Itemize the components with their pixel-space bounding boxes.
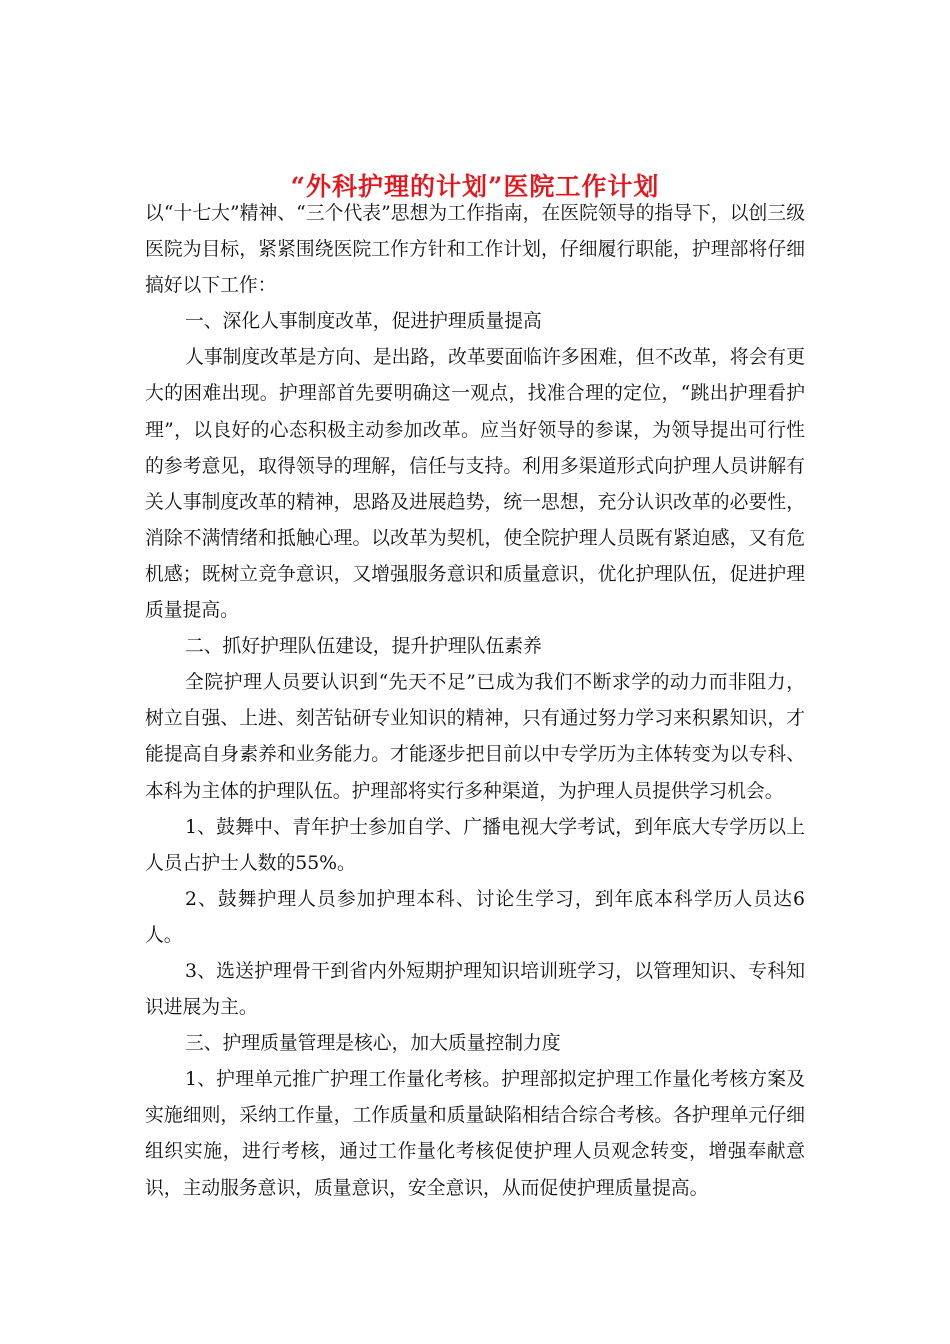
- document-paragraph: 以“十七大”精神、“三个代表”思想为工作指南，在医院领导的指导下，以创三级医院为目标，紧紧围绕医院工作方针和工作计划，仔细履行职能，护理部将仔细搞好以下工作：: [145, 203, 805, 297]
- document-body: [145, 196, 805, 1207]
- document-paragraph: 1、护理单元推广护理工作量化考核。护理部拟定护理工作量化考核方案及实施细则，采纳工作量，工作质量和质量缺陷相结合综合考核。各护理单元仔细组织实施，进行考核，通过工作量化考核促使护理人员观念转变，增强奉献意识，主动服务意识，质量意识，安全意识，从而促使护理质量提高。: [145, 1069, 805, 1199]
- document-paragraph: 人事制度改革是方向、是出路，改革要面临许多困难，但不改革，将会有更大的困难出现。护理部首先要明确这一观点，找准合理的定位，“跳出护理看护理”，以良好的心态积极主动参加改革。应当好领导的参谋，为领导提出可行性的参考意见，取得领导的理解，信任与支持。利用多渠道形式向护理人员讲解有关人事制度改革的精神，思路及进展趋势，统一思想，充分认识改革的必要性，消除不满情绪和抵触心理。以改革为契机，使全院护理人员既有紧迫感，又有危机感；既树立竞争意识，又增强服务意识和质量意识，优化护理队伍，促进护理质量提高。: [145, 347, 805, 622]
- document-title: “外科护理的计划”医院工作计划: [290, 171, 660, 201]
- document-paragraph: 二、抓好护理队伍建设，提升护理队伍素养: [185, 636, 542, 658]
- document-paragraph: 三、护理质量管理是核心，加大质量控制力度: [185, 1033, 561, 1055]
- document-paragraph: 3、选送护理骨干到省内外短期护理知识培训班学习，以管理知识、专科知识进展为主。: [145, 960, 805, 1019]
- document-paragraph: 1、鼓舞中、青年护士参加自学、广播电视大学考试，到年底大专学历以上人员占护士人数的55%。: [145, 816, 805, 874]
- document-paragraph: 一、深化人事制度改革，促进护理质量提高: [185, 311, 542, 333]
- document-paragraph: 2、鼓舞护理人员参加护理本科、讨论生学习，到年底本科学历人员达6人。: [145, 888, 805, 946]
- document-paragraph: 全院护理人员要认识到“先天不足”已成为我们不断求学的动力而非阻力，树立自强、上进、刻苦钻研专业知识的精神，只有通过努力学习来积累知识，才能提高自身素养和业务能力。才能逐步把目前以中专学历为主体转变为以专科、本科为主体的护理队伍。护理部将实行多种渠道，为护理人员提供学习机会。: [145, 672, 805, 802]
